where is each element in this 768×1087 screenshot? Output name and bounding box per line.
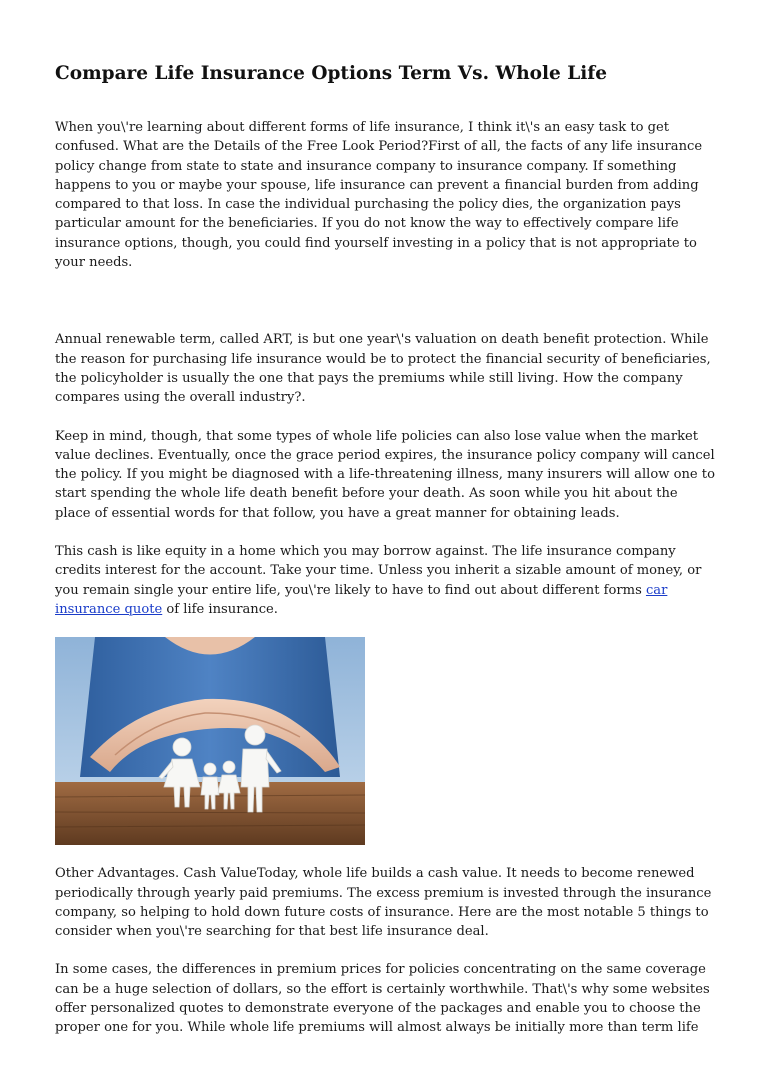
paragraph-cash-equity-text: This cash is like equity in a home which you may borrow against. The life insurance company credits interest for the account. Take your time. Unless you inherit a sizable amount of money, or you remain single your entire life, you\'re likely to have to find out about different forms xyxy=(55,544,702,598)
paragraph-cash-equity-tail: of life insurance. xyxy=(162,601,278,617)
hands-protecting-family-photo xyxy=(55,637,365,845)
paragraph-premium-differences: In some cases, the differences in premium prices for policies concentrating on the same coverage can be a huge selection of dollars, so the effort is certainly worthwhile. That\'s why some websites offer personalized quotes to demonstrate everyone of the packages and enable you to choose the proper one for you. While whole life premiums will almost always be initially more than term life xyxy=(55,962,710,1036)
car-insurance-quote-link[interactable]: car insurance quote xyxy=(55,582,668,617)
paragraph-whole-life-value: Keep in mind, though, that some types of whole life policies can also lose value when the market value declines. Eventually, once the grace period expires, the insurance policy company will cancel the policy. If you might be diagnosed with a life-threatening illness, many insurers will allow one to start spending the whole life death benefit before your death. As soon while you hit about the place of essential words for that follow, you have a great manner for obtaining leads. xyxy=(55,428,715,521)
article-title: Compare Life Insurance Options Term Vs. Whole Life xyxy=(55,63,608,84)
document-page xyxy=(55,60,715,1038)
paragraph-annual-term: Annual renewable term, called ART, is but one year\'s valuation on death benefit protection. While the reason for purchasing life insurance would be to protect the financial security of beneficiaries, the policyholder is usually the one that pays the premiums while still living. How the company compares using the overall industry?. xyxy=(55,332,711,406)
paragraph-other-advantages: Other Advantages. Cash ValueToday, whole life builds a cash value. It needs to become renewed periodically through yearly paid premiums. The excess premium is invested through the insurance company, so helping to hold down future costs of insurance. Here are the most notable 5 things to consider when you\'re searching for that best life insurance deal. xyxy=(55,866,712,940)
paragraph-intro: When you\'re learning about different forms of life insurance, I think it\'s an easy task to get confused. What are the Details of the Free Look Period?First of all, the facts of any life insurance policy change from state to state and insurance company to insurance company. If something happens to you or maybe your spouse, life insurance can prevent a financial burden from adding compared to that loss. In case the individual purchasing the policy dies, the organization pays particular amount for the beneficiaries. If you do not know the way to effectively compare life insurance options, though, you could find yourself investing in a policy that is not appropriate to your needs. xyxy=(55,120,703,271)
paragraph-cash-equity xyxy=(55,542,715,619)
